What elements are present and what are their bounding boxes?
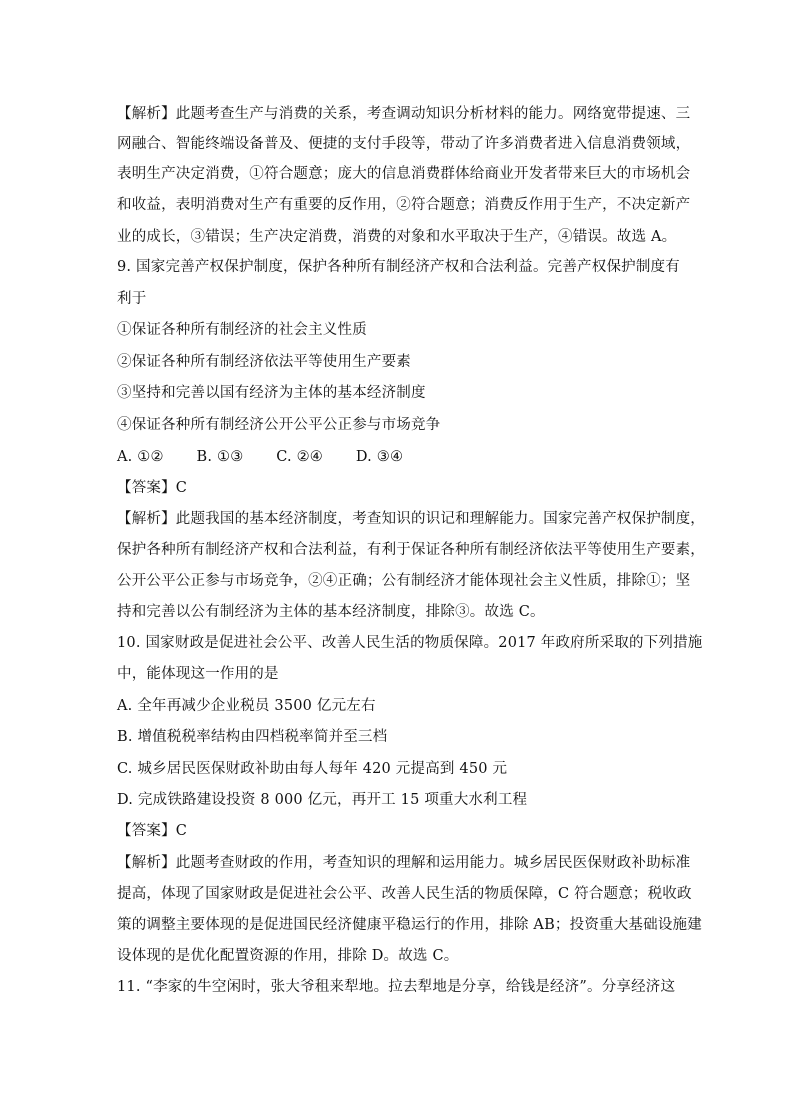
q10-option-a: A. 全年再减少企业税员 3500 亿元左右 xyxy=(117,698,376,714)
q9-options xyxy=(117,447,403,467)
q9-statement-2: ②保证各种所有制经济依法平等使用生产要素 xyxy=(117,354,411,370)
q9-statement-1: ①保证各种所有制经济的社会主义性质 xyxy=(117,322,367,338)
q9-option-c: C. ②④ xyxy=(276,449,323,465)
q10-option-d: D. 完成铁路建设投资 8 000 亿元，再开工 15 项重大水利工程 xyxy=(117,792,528,808)
text-line: 网融合、智能终端设备普及、便捷的支付手段等，带动了许多消费者进入信息消费领域， xyxy=(117,136,691,152)
q9-option-d: D. ③④ xyxy=(355,449,404,465)
q9-analysis: 【解析】此题我国的基本经济制度，考查知识的识记和理解能力。国家完善产权保护制度， xyxy=(117,511,705,527)
text-line: 表明生产决定消费，①符合题意；庞大的信息消费群体给商业开发者带来巨大的市场机会 xyxy=(117,166,691,182)
text-line: 和收益，表明消费对生产有重要的反作用，②符合题意；消费反作用于生产，不决定新产 xyxy=(117,197,691,213)
question-11-stem: 11. “李家的牛空闲时，张大爷租来犁地。拉去犁地是分享，给钱是经济”。分享经济这 xyxy=(117,979,676,995)
text-line: 设体现的是优化配置资源的作用，排除 D。故选 C。 xyxy=(117,948,459,964)
text-line: 策的调整主要体现的是促进国民经济健康平稳运行的作用，排除 AB；投资重大基础设施建 xyxy=(117,917,702,933)
q10-option-c: C. 城乡居民医保财政补助由每人每年 420 元提高到 450 元 xyxy=(117,761,508,777)
text-line: 保护各种所有制经济产权和合法利益，有利于保证各种所有制经济依法平等使用生产要素， xyxy=(117,542,705,558)
q10-answer: 【答案】C xyxy=(117,823,188,839)
q10-option-b: B. 增值税税率结构由四档税率简并至三档 xyxy=(117,729,388,745)
question-10-stem: 10. 国家财政是促进社会公平、改善人民生活的物质保障。2017 年政府所采取的下列措施 xyxy=(117,635,703,651)
text-line: 公开公平公正参与市场竞争，②④正确；公有制经济才能体现社会主义性质，排除①；坚 xyxy=(117,573,691,589)
q9-answer: 【答案】C xyxy=(117,480,188,496)
q9-option-b: B. ①③ xyxy=(196,449,244,465)
text-line: 【解析】此题考查生产与消费的关系，考查调动知识分析材料的能力。网络宽带提速、三 xyxy=(117,106,691,122)
text-line: 业的成长，③错误；生产决定消费，消费的对象和水平取决于生产，④错误。故选 A。 xyxy=(117,229,677,245)
text-line: 持和完善以公有制经济为主体的基本经济制度，排除③。故选 C。 xyxy=(117,604,545,620)
text-line: 利于 xyxy=(117,291,147,307)
q10-analysis: 【解析】此题考查财政的作用，考查知识的理解和运用能力。城乡居民医保财政补助标准 xyxy=(117,855,691,871)
question-9-stem: 9. 国家完善产权保护制度，保护各种所有制经济产权和合法利益。完善产权保护制度有 xyxy=(117,259,680,275)
q9-option-a: A. ①② xyxy=(117,449,164,465)
q9-statement-3: ③坚持和完善以国有经济为主体的基本经济制度 xyxy=(117,385,426,401)
text-line: 中，能体现这一作用的是 xyxy=(117,666,279,682)
text-line: 提高，体现了国家财政是促进社会公平、改善人民生活的物质保障，C 符合题意；税收政 xyxy=(117,886,692,902)
q9-statement-4: ④保证各种所有制经济公开公平公正参与市场竞争 xyxy=(117,417,441,433)
